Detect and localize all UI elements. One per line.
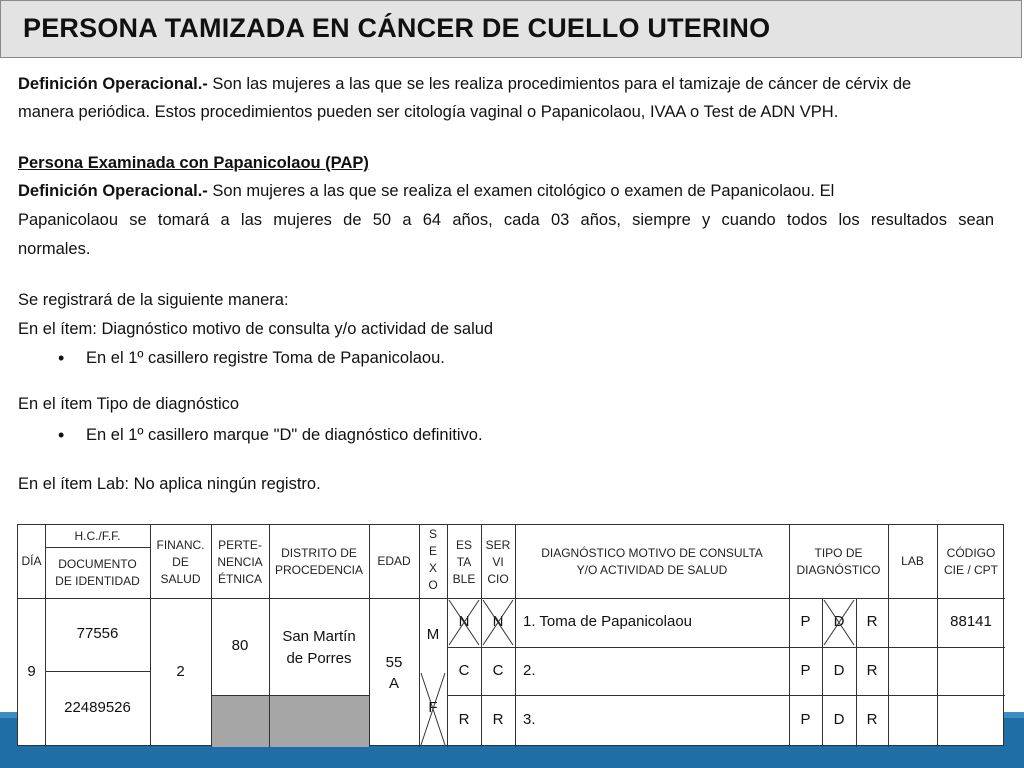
grid-line [447, 647, 1005, 648]
row1-diagnostico: 1. Toma de Papanicolaou [523, 613, 693, 630]
bullet-text: En el 1º casillero marque "D" de diagnóstico definitivo. [86, 426, 483, 444]
row1-establecimiento: N [458, 613, 470, 630]
header-tipo-line2: DIAGNÓSTICO [796, 563, 881, 577]
row2-servicio: C [492, 662, 504, 679]
header-codigo [937, 545, 1005, 579]
header-perte-line2: NENCIA [217, 555, 263, 569]
header-hcff: H.C./F.F. [74, 529, 121, 543]
definition-2-text-line1: Son mujeres a las que se realiza el examen citológico o examen de Papanicolaou. El [207, 182, 835, 200]
row3-diagnostico: 3. [523, 711, 536, 728]
grid-line [45, 547, 150, 548]
row3-tipo-r: R [866, 711, 878, 728]
definition-label: Definición Operacional.- [18, 75, 208, 93]
definition-text-line1: Son las mujeres a las que se les realiza procedimientos para el tamizaje de cáncer de cérvix de [207, 75, 912, 93]
header-sexo-x: X [428, 561, 437, 575]
header-sexo-s: S [428, 527, 437, 541]
row3-servicio: R [492, 711, 504, 728]
register-item-tipo: En el ítem Tipo de diagnóstico [18, 395, 240, 413]
header-documento [45, 556, 150, 590]
row2-establecimiento: C [458, 662, 470, 679]
value-hc: 77556 [76, 625, 119, 642]
bullet-icon: • [58, 425, 65, 445]
definition-paragraph-1 [18, 70, 994, 98]
header-sexo-o: O [428, 578, 438, 592]
shaded-cell [211, 695, 369, 747]
value-dia: 9 [27, 663, 36, 680]
row2-tipo-d: D [833, 662, 845, 679]
grid-line [45, 671, 150, 672]
value-documento: 22489526 [64, 699, 131, 716]
value-distrito-line1: San Martín [282, 628, 356, 645]
header-perte-line1: PERTE- [218, 538, 262, 552]
header-esta-line1: ES [455, 538, 472, 552]
value-sexo-m: M [426, 626, 440, 643]
row2-tipo-p: P [800, 662, 811, 679]
header-dia: DÍA [21, 554, 42, 568]
header-diagnostico [515, 545, 789, 579]
header-diag-line1: DIAGNÓSTICO MOTIVO DE CONSULTA [541, 546, 763, 560]
header-sexo [419, 526, 447, 594]
bullet-icon: • [58, 348, 65, 368]
header-distrito-line2: PROCEDENCIA [274, 563, 363, 577]
his-form-example [17, 524, 1004, 746]
header-distrito-line1: DISTRITO DE [281, 546, 357, 560]
header-codigo-line1: CÓDIGO [946, 546, 996, 560]
header-financ [150, 537, 211, 588]
title-bar [0, 0, 1022, 58]
definition-paragraph-2 [18, 177, 994, 205]
row1-tipo-p: P [800, 613, 811, 630]
value-edad [369, 652, 419, 694]
section-heading-pap: Persona Examinada con Papanicolaou (PAP) [18, 154, 369, 172]
header-esta-line3: BLE [452, 572, 476, 586]
header-documento-line2: DE IDENTIDAD [55, 574, 140, 588]
row1-tipo-d: D [833, 613, 845, 630]
value-edad-number: 55 [385, 654, 403, 671]
header-servicio [481, 537, 515, 588]
bullet-text: En el 1º casillero registre Toma de Papanicolaou. [86, 349, 445, 367]
header-financ-line3: SALUD [160, 572, 201, 586]
header-esta-line2: TA [456, 555, 472, 569]
definition-2-text-line2: Papanicolaou se tomará a las mujeres de 50 a 64 años, cada 03 años, siempre y cuando todos los resultados sean [18, 211, 994, 229]
grid-line [447, 695, 1005, 696]
header-establecimiento [447, 537, 481, 588]
page-title: PERSONA TAMIZADA EN CÁNCER DE CUELLO UTERINO [23, 13, 771, 43]
row3-tipo-p: P [800, 711, 811, 728]
value-edad-unit: A [388, 675, 399, 692]
header-lab: LAB [901, 554, 924, 568]
header-financ-line1: FINANC. [156, 538, 205, 552]
row3-establecimiento: R [458, 711, 470, 728]
value-distrito-line2: de Porres [286, 650, 352, 667]
header-codigo-line2: CIE / CPT [943, 563, 998, 577]
definition-paragraph-1-line2: manera periódica. Estos procedimientos pueden ser citología vaginal o Papanicolaou, IVAA o Test de ADN VPH. [18, 103, 839, 121]
header-tipo-diagnostico [789, 545, 888, 579]
header-serv-line1: SER [485, 538, 511, 552]
value-distrito [269, 626, 369, 670]
header-financ-line2: DE [172, 555, 189, 569]
row3-tipo-d: D [833, 711, 845, 728]
row2-diagnostico: 2. [523, 662, 536, 679]
header-distrito [269, 545, 369, 579]
grid-line [211, 695, 369, 696]
register-item-lab: En el ítem Lab: No aplica ningún registro. [18, 475, 321, 493]
header-edad: EDAD [377, 554, 411, 568]
register-intro: Se registrará de la siguiente manera: [18, 291, 289, 309]
definition-label-2: Definición Operacional.- [18, 182, 208, 200]
register-item-diagnostico: En el ítem: Diagnóstico motivo de consulta y/o actividad de salud [18, 320, 494, 338]
row1-servicio: N [492, 613, 504, 630]
value-sexo-f: F [428, 699, 438, 716]
value-etnia: 80 [231, 637, 249, 654]
header-pertenencia [211, 537, 269, 588]
value-codigo: 88141 [950, 613, 992, 630]
definition-2-text-line3: normales. [18, 240, 91, 258]
header-serv-line2: VI [492, 555, 504, 569]
value-financ: 2 [176, 663, 185, 680]
row2-tipo-r: R [866, 662, 878, 679]
header-documento-line1: DOCUMENTO [58, 557, 137, 571]
header-tipo-line1: TIPO DE [814, 546, 863, 560]
row1-tipo-r: R [866, 613, 878, 630]
header-perte-line3: ÉTNICA [217, 572, 262, 586]
header-serv-line3: CIO [487, 572, 509, 586]
header-diag-line2: Y/O ACTIVIDAD DE SALUD [576, 563, 728, 577]
header-sexo-e: E [428, 544, 437, 558]
